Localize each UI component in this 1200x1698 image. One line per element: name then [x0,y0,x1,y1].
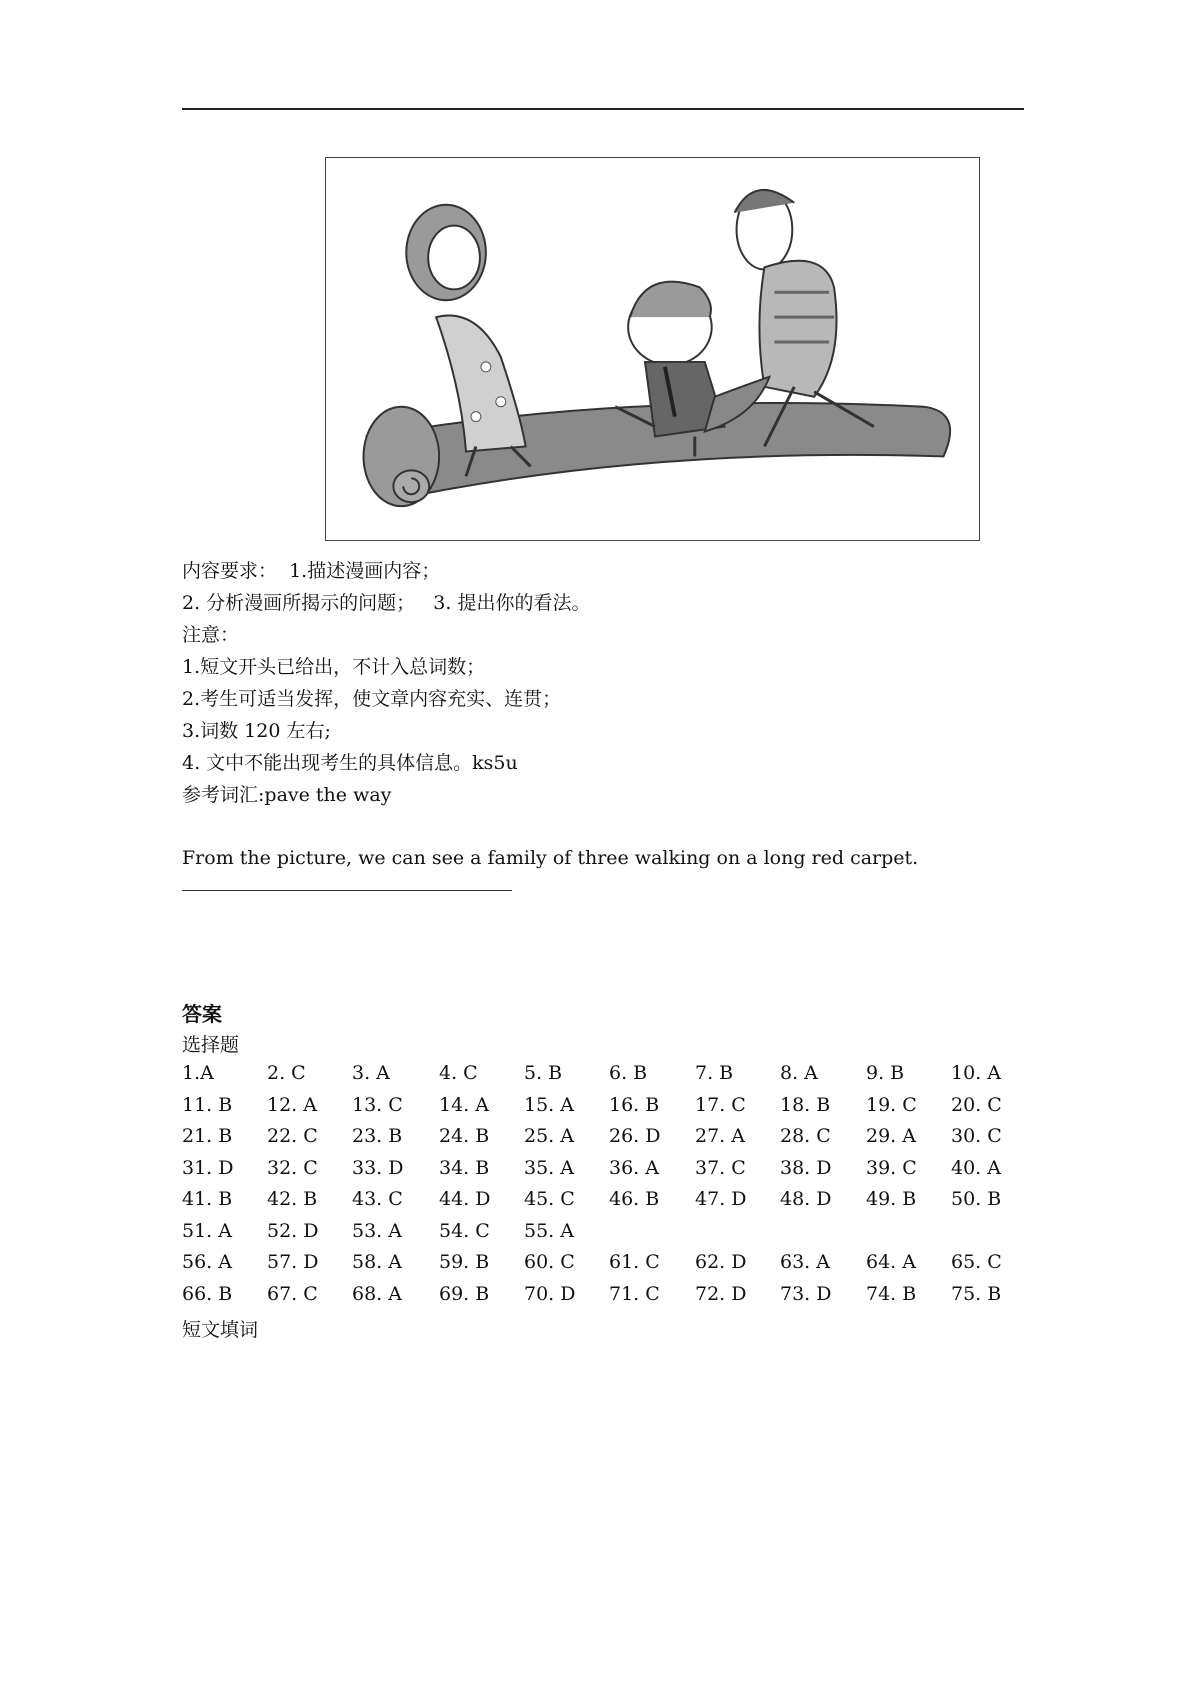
answer-cell: 63. A [780,1251,830,1273]
answer-cell: 3. A [352,1062,390,1084]
answer-cell: 52. D [267,1219,319,1242]
cartoon-illustration [325,157,980,541]
answer-cell: 50. B [951,1188,1002,1210]
essay-writing-line [182,890,512,891]
answer-cell: 40. A [951,1156,1001,1179]
answer-cell: 15. A [524,1093,574,1116]
answer-cell: 75. B [951,1282,1002,1305]
answer-cell: 42. B [267,1188,318,1210]
answer-cell: 68. A [352,1282,402,1305]
answer-cell: 32. C [267,1156,318,1179]
answer-key-grid [182,1062,1022,1314]
answer-cell: 58. A [352,1251,402,1273]
answer-cell: 17. C [695,1093,746,1116]
answer-cell: 8. A [780,1062,818,1084]
answer-cell: 70. D [524,1282,576,1305]
answer-cell: 5. B [524,1062,563,1084]
answer-cell: 27. A [695,1125,745,1147]
answer-cell: 18. B [780,1093,831,1116]
answer-cell: 39. C [866,1156,917,1179]
answer-cell: 59. B [439,1251,490,1273]
answer-cell: 57. D [267,1251,319,1273]
answer-cell: 29. A [866,1125,916,1147]
answer-cell: 16. B [609,1093,660,1116]
answer-row [182,1157,1022,1189]
answer-row [182,1220,1022,1252]
answer-cell: 6. B [609,1062,648,1084]
answer-cell: 36. A [609,1156,659,1179]
note-item-1: 1.短文开头已给出，不计入总词数； [182,656,486,678]
answer-cell: 33. D [352,1156,404,1179]
answer-cell: 54. C [439,1219,490,1242]
answer-cell: 14. A [439,1093,489,1116]
answer-cell: 21. B [182,1125,233,1147]
answer-cell: 51. A [182,1219,232,1242]
answer-cell: 69. B [439,1282,490,1305]
answers-heading: 答案 [182,1002,222,1026]
answer-cell: 13. C [352,1093,403,1116]
note-item-3: 3.词数 120 左右; [182,720,331,742]
answer-cell: 61. C [609,1251,660,1273]
answer-cell: 44. D [439,1188,491,1210]
answer-cell: 23. B [352,1125,403,1147]
answer-cell: 4. C [439,1062,478,1084]
answer-cell: 53. A [352,1219,402,1242]
cloze-heading: 短文填词 [182,1319,259,1341]
answer-row [182,1062,1022,1094]
answer-cell: 37. C [695,1156,746,1179]
answer-cell: 22. C [267,1125,318,1147]
answer-row [182,1251,1022,1283]
answer-cell: 28. C [780,1125,831,1147]
answer-cell: 73. D [780,1282,832,1305]
answer-cell: 47. D [695,1188,747,1210]
answer-cell: 66. B [182,1282,233,1305]
content-requirements-line2: 2. 分析漫画所揭示的问题； 3. 提出你的看法。 [182,592,591,614]
answer-cell: 30. C [951,1125,1002,1147]
answer-cell: 55. A [524,1219,574,1242]
answer-cell: 43. C [352,1188,403,1210]
answer-cell: 10. A [951,1062,1001,1084]
answer-cell: 45. C [524,1188,575,1210]
note-item-2: 2.考生可适当发挥，使文章内容充实、连贯； [182,688,562,710]
answer-cell: 64. A [866,1251,916,1273]
answer-cell: 26. D [609,1125,661,1147]
answer-cell: 19. C [866,1093,917,1116]
answer-cell: 60. C [524,1251,575,1273]
answer-cell: 71. C [609,1282,660,1305]
answer-cell: 72. D [695,1282,747,1305]
answer-row [182,1125,1022,1157]
note-item-4: 4. 文中不能出现考生的具体信息。ks5u [182,752,518,774]
answer-cell: 62. D [695,1251,747,1273]
answer-row [182,1094,1022,1126]
answer-cell: 24. B [439,1125,490,1147]
cartoon-drawing [326,158,979,540]
answer-cell: 12. A [267,1093,317,1116]
answer-cell: 65. C [951,1251,1002,1273]
answer-cell: 46. B [609,1188,660,1210]
answer-row [182,1188,1022,1220]
answer-cell: 34. B [439,1156,490,1179]
answer-cell: 49. B [866,1188,917,1210]
multiple-choice-heading: 选择题 [182,1034,240,1056]
answer-cell: 31. D [182,1156,234,1179]
answer-cell: 74. B [866,1282,917,1305]
answer-cell: 67. C [267,1282,318,1305]
answer-cell: 25. A [524,1125,574,1147]
answer-cell: 9. B [866,1062,905,1084]
answer-cell: 35. A [524,1156,574,1179]
answer-cell: 56. A [182,1251,232,1273]
content-requirements-line1: 内容要求： 1.描述漫画内容； [182,560,441,582]
top-rule [182,108,1024,110]
answer-row [182,1283,1022,1315]
answer-cell: 1.A [182,1062,214,1084]
notes-heading: 注意： [182,624,240,646]
answer-cell: 7. B [695,1062,734,1084]
answer-cell: 38. D [780,1156,832,1179]
answer-cell: 20. C [951,1093,1002,1116]
answer-cell: 11. B [182,1093,233,1116]
answer-cell: 48. D [780,1188,832,1210]
reference-vocab: 参考词汇:pave the way [182,784,392,806]
answer-cell: 2. C [267,1062,306,1084]
essay-opening: From the picture, we can see a family of three walking on a long red carpet. [182,847,919,869]
answer-cell: 41. B [182,1188,233,1210]
